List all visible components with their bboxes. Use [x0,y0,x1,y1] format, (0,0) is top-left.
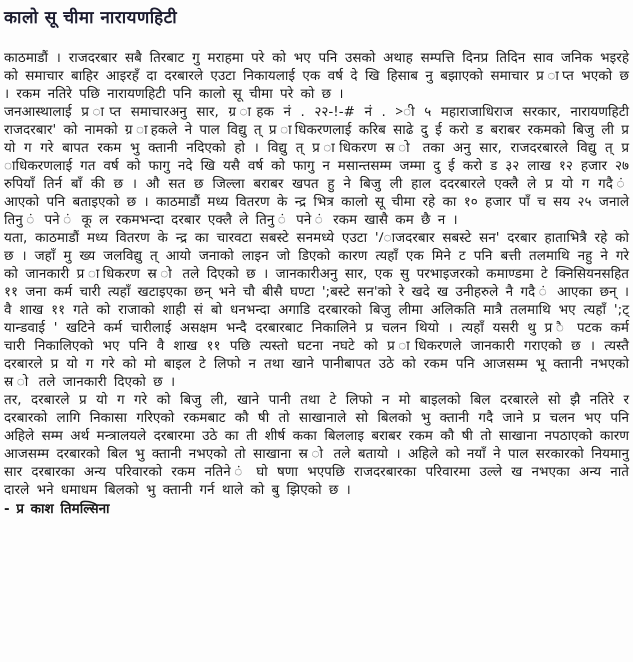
article-title: कालो सू चीमा नारायणहिटी [4,8,178,28]
article-paragraph-4: तर, दरबारले प्र यो ग गरे को बिजु ली, खाने पानी तथा टे लिफो न मो बाइलको बिल दरबारले सो झै नतिरे र दरबारको लागि निकासा गरिएको रकमबाट कौ षी तो साखानाले सो बिलको भु क्तानी गदै जाने प्र चलन भए पनि अहिले सम्म अर्थ मन्त्रालयले दरबारमा उठे का ती शीर्ष कका बिललाइ बराबर रकम कौ षी तो साखाना नपठाएको कारण आजसम्म दरबारको बिल भु क्तानी नभएको तो साखाना स्र ो तले बतायो । अहिले को नयाँ ने पाल सरकारको नियमानु सार दरबारका अन्य परिवारको रकम नतिने ं घो षणा भएपछि राजदरबारका परिवारमा उल्ले ख नभएका अन्य नाते दारले भने धमाधम बिलको भु क्तानी गर्न थाले को बु झिएको छ । [4,392,629,498]
article-body [4,49,629,517]
article-byline: - प्र काश तिमल्सिना [4,501,110,517]
article-paragraph-3: यता, काठमाडौं मध्य वितरण के न्द्र का चारवटा सबस्टे सनमध्ये एउटा '/ाजदरबार सबस्टे सन' दरबार हाताभित्रै रहे को छ । जहाँ मु ख्य जलविद्यु त् आयो जनाको लाइन जो डिएको कारण त्यहाँ एक मिने ट पनि बत्ती तलमाथि नहु ने गरे को जानकारी प्र ाधिकरण स्र ो तले दिएको छ । जानकारीअनु सार, एक सु परभाइजरको कमाण्डमा टे क्निसियनसहित ११ जना कर्म चारी त्यहाँ खटाइएका छन् भने चौ बीसै घण्टा ';बस्टे सन'को रे खदे ख उनीहरुले नै गदै ं आएका छन् । वै शाख ११ गते को राजाको शाही सं बो धनभन्दा अगाडि दरबारको बिजु लीमा अलिकति मात्रै तलमाथि भए त्यहाँ ';ट् यान्डवाई ' खटिने कर्म चारीलाई असक्षम भन्दै दरबारबाट निकालिने प्र चलन थियो । त्यहाँ यसरी थु प्र ै पटक कर्म चारी निकालिएको भए पनि वै शाख ११ पछि त्यस्तो घटना नघटे को प्र ाधिकरणले जानकारी गराएको छ । त्यस्तै दरबारले प्र यो ग गरे को मो बाइल टे लिफो न तथा खाने पानीबापत उठे को रकम पनि आजसम्म भू क्तानी नभएको स्र ो तले जानकारी दिएको छ । [4,230,629,390]
article-paragraph-2: जनआस्थालाई प्र ाप्त समाचारअनु सार, ग्र ाहक नं . २२-!-# नं . >ी ५ महाराजाधिराज सरकार, नारायणहिटी राजदरबार' को नामको ग्र ाहकले ने पाल विद्यु त् प्र ाधिकरणलाई करिब साढे दु ई करो ड बराबर रकमको बिजु ली प्र यो ग गरे बापत रकम भु क्तानी नदिएको हो । विद्यु त् प्र ाधिकरण स्र ो तका अनु सार, राजदरबारले विद्यु त् प्र ाधिकरणलाई गत वर्ष को फागु नदे खि यसै वर्ष को फागु न मसान्तसम्म जम्मा दु ई करो ड ३२ लाख १२ हजार २७ रुपियाँ तिर्न बाँ की छ । औ सत छ जिल्ला बराबर खपत हु ने बिजु ली हाल ददरबारले एक्लै ले प्र यो ग गदै ं आएको पनि बताइएको छ । काठमाडौं मध्य वितरण के न्द्र भित्र कालो सू चीमा रहे का १० हजार पाँ च सय २५ जनाले तिनु ं पने ं कू ल रकमभन्दा दरबार एक्लै ले तिनु ं पने ं रकम खासै कम छै न । [4,104,629,228]
article-paragraph-1: काठमाडौं । राजदरबार सबै तिरबाट गु मराहमा परे को भए पनि उसको अथाह सम्पत्ति दिनप्र तिदिन साव जनिक भइरहे को समाचार बाहिर आइरहँ दा दरबारले एउटा निकायलाई एक वर्ष दे खि हिसाब नु बझाएको समाचार प्र ाप्त भएको छ । रकम नतिरे पछि नारायणहिटी पनि कालो सू चीमा परे को छ । [4,50,629,102]
